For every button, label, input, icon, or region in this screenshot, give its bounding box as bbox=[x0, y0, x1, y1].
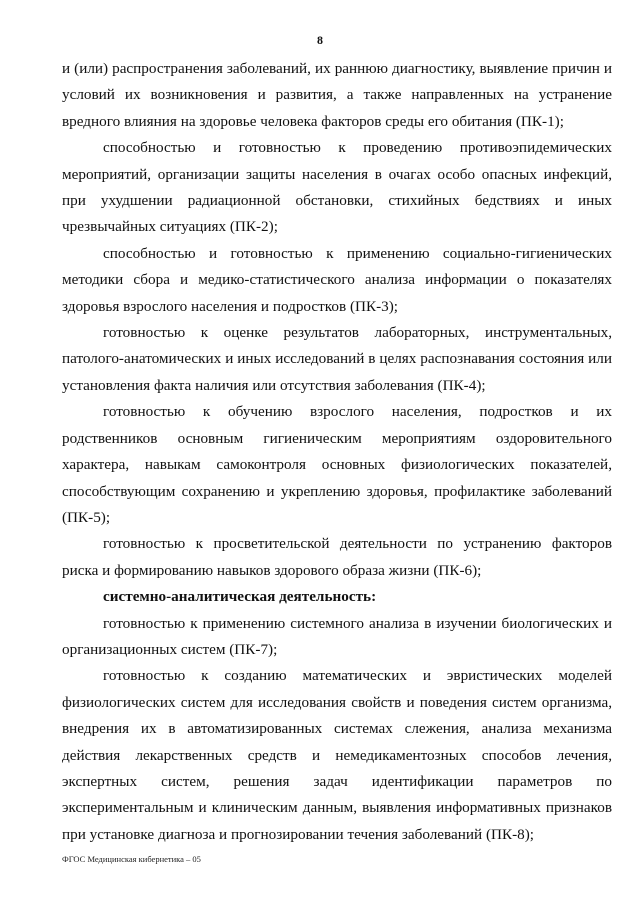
paragraph-pk5: готовностью к обучению взрослого населения, подростков и их родственников основным гигиеническим мероприятиям оздоровительного характера, навыкам самоконтроля основных физиологических показателей, способствующим сохранению и укреплению здоровья, профилактике заболеваний (ПК-5); bbox=[62, 403, 612, 526]
paragraph-pk4: готовностью к оценке результатов лабораторных, инструментальных, патолого-анатомических и иных исследований в целях распознавания состояния или установления факта наличия или отсутствия заболевания (ПК-4); bbox=[62, 324, 612, 394]
paragraph-pk1-continuation: и (или) распространения заболеваний, их раннюю диагностику, выявление причин и условий их возникновения и развития, а также направленных на устранение вредного влияния на здоровье человека факторов среды его обитания (ПК-1); bbox=[62, 60, 612, 130]
paragraph-pk7: готовностью к применению системного анализа в изучении биологических и организационных систем (ПК-7); bbox=[62, 614, 612, 658]
section-heading: системно-аналитическая деятельность: bbox=[103, 588, 377, 606]
page-footer: ФГОС Медицинская кибернетика – 05 bbox=[62, 854, 201, 864]
paragraph-pk2: способностью и готовностью к проведению противоэпидемических мероприятий, организации защиты населения в очагах особо опасных инфекций, при ухудшении радиационной обстановки, стихийных бедствиях и иных чрезвычайных ситуациях (ПК-2); bbox=[62, 139, 612, 236]
paragraph-pk3: способностью и готовностью к применению социально-гигиенических методики сбора и медико-статистического анализа информации о показателях здоровья взрослого населения и подростков (ПК-3); bbox=[62, 244, 612, 315]
page-number: 8 bbox=[317, 33, 323, 47]
paragraph-pk6: готовностью к просветительской деятельности по устранению факторов риска и формированию навыков здорового образа жизни (ПК-6); bbox=[62, 535, 612, 579]
paragraph-pk8: готовностью к созданию математических и эвристических моделей физиологических систем для исследования свойств и поведения систем организма, внедрения их в автоматизированных системах слежения, анализа механизма действия лекарственных средств и немедикаментозных способов лечения, экспертных систем, решения задач идентификации параметров по экспериментальным и клиническим данным, выявления информативных признаков при установке диагноза и прогнозировании течения заболеваний (ПК-8); bbox=[62, 667, 612, 843]
document-body bbox=[62, 56, 612, 848]
